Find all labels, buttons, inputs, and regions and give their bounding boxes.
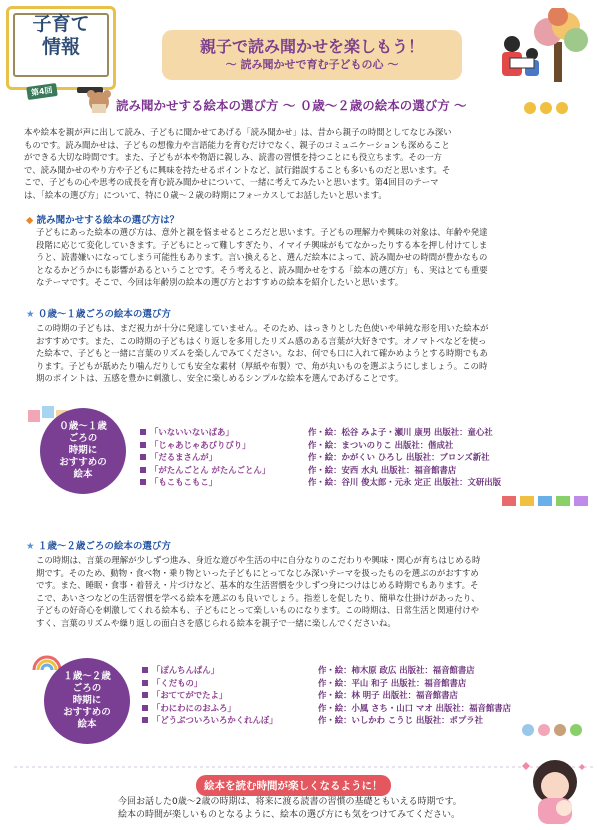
intro-line: ものです。読み聞かせは、子どもの想像力や言語能力を育むだけでなく、親子のコミュニケーションも深めること: [24, 139, 450, 150]
page-title: 親子で読み聞かせを楽しもう！: [199, 37, 424, 56]
toy-train-icon: [500, 490, 590, 510]
list-item: 「おててがでたよ」 作・絵：林 明子 出版社：福音館書店: [142, 689, 582, 702]
closing-line: 今回お話した0歳〜2歳の時期は、将来に渡る読書の習慣の基礎ともいえる時期です。: [118, 797, 462, 807]
body-line: 子どもにあった絵本の選び方は、意外と親を悩ませるところだと思います。子どもの理解力や興味の対象は、年齢や発達: [36, 227, 488, 237]
body-line: この時期は、言葉の理解が少しずつ進み、身近な遊びや生活の中に自分なりのこだわりや興味・関心が育ちはじめる時: [36, 555, 481, 565]
closing-text: [118, 796, 518, 821]
body-line: なテーマです。そこで、今回は年齢別の絵本の選び方とおすすめの絵本を紹介したいと思います。: [36, 277, 404, 288]
title-banner: [162, 30, 462, 80]
body-line: この時期の子どもは、まだ視力が十分に発達していません。そのため、はっきりとした色使いや単純な形を用いた絵本が: [36, 323, 489, 333]
list-item: 「いないいないばあ」 作・絵：松谷 みよ子・瀬川 康男 出版社：童心社: [140, 426, 580, 439]
animal-parade-icon: [520, 718, 590, 738]
bullet-icon: [140, 467, 146, 473]
intro-line: ができる大切な時間です。また、子どもが本や物語に親しみ、読書の習慣を持つことにも役立ちます。その一方: [24, 152, 442, 163]
body-line: 期のポイントは、五感を豊かに刺激し、安全に楽しめるシンプルな絵本を選んであげることです。: [36, 373, 404, 384]
age0-book-list: [140, 426, 580, 489]
section-title: 読み聞かせする絵本の選び方 〜 ０歳〜２歳の絵本の選び方 〜: [116, 98, 467, 113]
bullet-icon: [142, 692, 148, 698]
age1-book-list: [142, 664, 582, 727]
issue-badge: 第4回: [26, 83, 57, 100]
age1-body: [36, 554, 586, 630]
age0-body: [36, 322, 586, 385]
closing-line: 絵本の時間が楽しいものとなるように、絵本の選び方にも気をつけてみてください。: [118, 809, 461, 820]
bullet-icon: [142, 680, 148, 686]
parent-child-icon: [502, 36, 539, 76]
reading-family-illustration: [488, 8, 592, 88]
body-line: です。また、睡眠・食事・着替え・片づけなど、基本的な生活習慣を少しずつ身につけはじめる時期でもあります。そ: [36, 580, 479, 591]
how-to-choose-heading: ◆ 読み聞かせする絵本の選び方は？: [26, 215, 180, 226]
age0-heading: ★ ０歳〜１歳ごろの絵本の選び方: [26, 309, 171, 320]
body-line: すく、言葉のリズムや繰り返しの面白さを感じられる絵本を親子で一緒に楽しんでくださいね。: [36, 617, 396, 628]
body-line: ります。子どもが舐めたり噛んだりしても安全な素材（厚紙や布製）で、角が丸いものを選ぶようにしましょう。この時: [36, 360, 488, 371]
bullet-icon: [140, 429, 146, 435]
board-title-line2: 情報: [41, 36, 80, 58]
body-line: うと、読書嫌いになってしまう可能性もあります。言い換えると、選んだ絵本によって、読み聞かせの時間が豊かなもの: [36, 252, 488, 263]
list-item: 「だるまさんが」 作・絵：かがくい ひろし 出版社：ブロンズ新社: [140, 451, 580, 464]
list-item: 「どうぶついろいろかくれんぼ」 作・絵：いしかわ こうじ 出版社：ポプラ社: [142, 714, 582, 727]
body-line: おすすめです。また、この時期の子どもはくり返しを多用したリズム感のある言葉が大好きです。オノマトペなどを使っ: [36, 335, 487, 346]
body-line: 期です。そのため、動物・食べ物・乗り物といった子どもにとってなじみ深いテーマを扱ったものを選ぶのがおすすめ: [36, 567, 479, 578]
intro-paragraph: [24, 126, 584, 202]
bullet-icon: [142, 717, 148, 723]
divider: [14, 766, 594, 768]
list-item: 「くだもの」 作・絵：平山 和子 出版社：福音館書店: [142, 677, 582, 690]
intro-line: こで、子どもの心や思考の成長を育む読み聞かせについて、一緒に考えてみたいと思います。第4回目のテーマ: [24, 177, 439, 188]
bullet-icon: [140, 442, 146, 448]
how-to-choose-body: [36, 226, 586, 289]
bullet-icon: [142, 667, 148, 673]
body-line: 段階に応じて変化していきます。子どもにとって難しすぎたり、イマイチ興味がもてなかったりする本を押し付けてしま: [36, 239, 488, 250]
diamond-icon: ◆: [26, 215, 34, 226]
star-icon: ★: [26, 541, 35, 552]
body-line: となるかどうかにも影響があるということです。そう考えると、読み聞かせをする「絵本の選び方」も、実はとても重要: [36, 264, 488, 275]
bear-icon: [84, 86, 114, 114]
board-title-line1: 子育て: [32, 13, 90, 35]
bullet-icon: [140, 454, 146, 460]
body-line: た絵本で、子どもと一緒に言葉のリズムを楽しんでみてください。なお、何でも口に入れて確かめようとする時期でもあ: [36, 348, 488, 359]
intro-line: は、「絵本の選び方」について、特に０歳〜２歳の時期にフォーカスしてお話したいと思います。: [24, 189, 387, 200]
list-item: 「じゃあじゃあびりびり」 作・絵：まついのりこ 出版社：偕成社: [140, 439, 580, 452]
intro-line: 本や絵本を親が声に出して読み、子どもに聞かせてあげる「読み聞かせ」は、昔から親子の時間としてなじみ深い: [24, 127, 452, 137]
age1-heading: ★ １歳〜２歳ごろの絵本の選び方: [26, 541, 171, 552]
bullet-icon: [142, 705, 148, 711]
chicks-icon: [520, 96, 580, 116]
age0-badge: ０歳〜１歳 ごろの 時期に おすすめの 絵本: [40, 408, 126, 494]
star-icon: ★: [26, 309, 35, 320]
list-item: 「わにわにのおふろ」 作・絵：小風 さち・山口 マオ 出版社：福音館書店: [142, 702, 582, 715]
age1-badge: １歳〜２歳 ごろの 時期に おすすめの 絵本: [44, 658, 130, 744]
body-line: こで、あいさつなどの生活習慣を学べる絵本を選ぶのも良いでしょう。指差しを促したり、簡単な仕掛けがあったり、: [36, 592, 480, 603]
tree-icon: [534, 8, 588, 82]
list-item: 「ぽんちんぱん」 作・絵：柿木原 政広 出版社：福音館書店: [142, 664, 582, 677]
list-item: 「もこもこもこ」 作・絵：谷川 俊太郎・元永 定正 出版社：文研出版: [140, 476, 580, 489]
bullet-icon: [140, 479, 146, 485]
board-logo: [6, 6, 116, 98]
intro-line: で、読み聞かせのやり方や子どもに興味を持たせるポイントなど、試行錯誤することも多いものだと思います。そ: [24, 164, 451, 175]
page-subtitle: 〜 読み聞かせで育む子どもの心 〜: [225, 58, 399, 71]
closing-pill: 絵本を読む時間が楽しくなるように！: [196, 775, 391, 796]
body-line: 子どもの好奇心を刺激してくれる絵本も、子どもにとって楽しいものになります。この時期は、日常生活と関連付けや: [36, 605, 480, 616]
list-item: 「がたんごとん がたんごとん」 作・絵：安西 水丸 出版社：福音館書店: [140, 464, 580, 477]
mother-baby-icon: [520, 752, 590, 826]
